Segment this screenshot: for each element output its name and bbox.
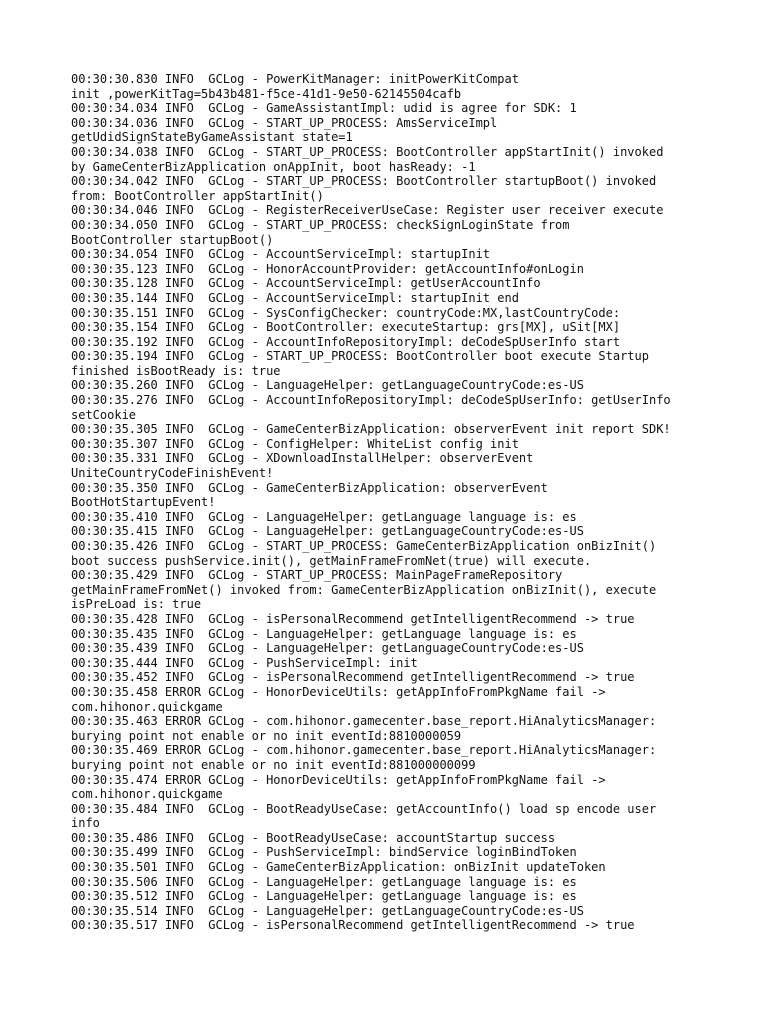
log-line: 00:30:35.415 INFO GCLog - LanguageHelper: getLanguageCountryCode:es-US xyxy=(71,524,584,539)
log-line: 00:30:35.426 INFO GCLog - START_UP_PROCESS: GameCenterBizApplication onBizInit() xyxy=(71,539,657,553)
log-line: 00:30:34.038 INFO GCLog - START_UP_PROCESS: BootController appStartInit() invoked xyxy=(71,144,664,159)
log-line: 00:30:35.276 INFO GCLog - AccountInfoRepositoryImpl: deCodeSpUserInfo: getUserInfo xyxy=(71,393,671,408)
log-line: 00:30:35.484 INFO GCLog - BootReadyUseCase: getAccountInfo() load sp encode user xyxy=(71,801,657,816)
log-line: burying point not enable or no init eventId:8810000059 xyxy=(71,728,462,743)
log-line: com.hihonor.quickgame xyxy=(71,699,223,714)
log-line: init ,powerKitTag=5b43b481-f5ce-41d1-9e50-62145504cafb xyxy=(71,86,462,101)
log-line: 00:30:35.458 ERROR GCLog - HonorDeviceUtils: getAppInfoFromPkgName fail -> xyxy=(71,684,606,699)
log-line: 00:30:35.463 ERROR GCLog - com.hihonor.gamecenter.base_report.HiAnalyticsManager: xyxy=(71,714,657,729)
log-line: 00:30:35.474 ERROR GCLog - HonorDeviceUtils: getAppInfoFromPkgName fail -> xyxy=(71,772,606,787)
log-line: 00:30:35.305 INFO GCLog - GameCenterBizApplication: observerEvent init report SDK! xyxy=(71,422,671,437)
log-line: 00:30:35.514 INFO GCLog - LanguageHelper: getLanguageCountryCode:es-US xyxy=(71,903,584,918)
log-line: 00:30:35.501 INFO GCLog - GameCenterBizApplication: onBizInit updateToken xyxy=(71,860,606,875)
log-line: 00:30:35.452 INFO GCLog - isPersonalRecommend getIntelligentRecommend -> true xyxy=(71,670,635,685)
log-line: setCookie xyxy=(71,407,137,422)
log-line: 00:30:35.444 INFO GCLog - PushServiceImpl: init xyxy=(71,655,418,670)
log-line: by GameCenterBizApplication onAppInit, boot hasReady: -1 xyxy=(71,159,476,174)
log-line: finished isBootReady is: true xyxy=(71,363,281,378)
log-line: 00:30:35.439 INFO GCLog - LanguageHelper: getLanguageCountryCode:es-US xyxy=(71,641,584,656)
log-line: 00:30:35.486 INFO GCLog - BootReadyUseCase: accountStartup success xyxy=(71,830,556,845)
log-line: UniteCountryCodeFinishEvent! xyxy=(71,466,274,481)
log-line: 00:30:35.517 INFO GCLog - isPersonalRecommend getIntelligentRecommend -> true xyxy=(71,918,635,933)
log-line: 00:30:35.410 INFO GCLog - LanguageHelper: getLanguage language is: es xyxy=(71,509,577,524)
log-line: 00:30:35.429 INFO GCLog - START_UP_PROCESS: MainPageFrameRepository xyxy=(71,568,563,583)
log-line: com.hihonor.quickgame xyxy=(71,787,223,802)
log-line: info xyxy=(71,816,100,831)
log-line: 00:30:35.435 INFO GCLog - LanguageHelper: getLanguage language is: es xyxy=(71,626,577,641)
log-line: 00:30:35.512 INFO GCLog - LanguageHelper: getLanguage language is: es xyxy=(71,889,577,904)
log-line: 00:30:34.046 INFO GCLog - RegisterReceiverUseCase: Register user receiver execute xyxy=(71,203,664,218)
log-line: 00:30:35.499 INFO GCLog - PushServiceImpl: bindService loginBindToken xyxy=(71,845,577,860)
log-line: 00:30:30.830 INFO GCLog - PowerKitManager: initPowerKitCompat xyxy=(71,72,519,86)
log-line: 00:30:35.428 INFO GCLog - isPersonalRecommend getIntelligentRecommend -> true xyxy=(71,611,635,626)
log-line: 00:30:35.506 INFO GCLog - LanguageHelper: getLanguage language is: es xyxy=(71,874,577,889)
log-line: isPreLoad is: true xyxy=(71,597,202,612)
log-line: getUdidSignStateByGameAssistant state=1 xyxy=(71,130,353,145)
log-line: 00:30:35.144 INFO GCLog - AccountServiceImpl: startupInit end xyxy=(71,290,519,305)
log-line: 00:30:35.194 INFO GCLog - START_UP_PROCESS: BootController boot execute Startup xyxy=(71,349,649,364)
log-line: BootController startupBoot() xyxy=(71,232,274,247)
log-line: 00:30:35.123 INFO GCLog - HonorAccountProvider: getAccountInfo#onLogin xyxy=(71,261,584,276)
log-line: 00:30:34.054 INFO GCLog - AccountServiceImpl: startupInit xyxy=(71,247,491,262)
log-line: from: BootController appStartInit() xyxy=(71,188,324,203)
log-line: getMainFrameFromNet() invoked from: GameCenterBizApplication onBizInit(), execute xyxy=(71,582,657,597)
log-document xyxy=(71,72,711,933)
log-line: 00:30:35.154 INFO GCLog - BootController: executeStartup: grs[MX], uSit[MX] xyxy=(71,320,621,335)
log-line: 00:30:35.128 INFO GCLog - AccountServiceImpl: getUserAccountInfo xyxy=(71,276,541,291)
log-line: 00:30:34.050 INFO GCLog - START_UP_PROCESS: checkSignLoginState from xyxy=(71,217,570,232)
log-line: 00:30:35.350 INFO GCLog - GameCenterBizApplication: observerEvent xyxy=(71,480,548,495)
log-line: 00:30:35.469 ERROR GCLog - com.hihonor.gamecenter.base_report.HiAnalyticsManager: xyxy=(71,743,657,758)
log-line: 00:30:35.192 INFO GCLog - AccountInfoRepositoryImpl: deCodeSpUserInfo start xyxy=(71,334,621,349)
log-line: 00:30:35.331 INFO GCLog - XDownloadInstallHelper: observerEvent xyxy=(71,451,534,466)
log-line: BootHotStartupEvent! xyxy=(71,495,216,510)
log-line: 00:30:34.036 INFO GCLog - START_UP_PROCESS: AmsServiceImpl xyxy=(71,115,498,130)
log-line: 00:30:34.042 INFO GCLog - START_UP_PROCESS: BootController startupBoot() invoked xyxy=(71,174,657,189)
log-line: 00:30:35.307 INFO GCLog - ConfigHelper: WhiteList config init xyxy=(71,436,519,451)
log-line: boot success pushService.init(), getMainFrameFromNet(true) will execute. xyxy=(71,553,592,568)
log-line: burying point not enable or no init eventId:881000000099 xyxy=(71,757,476,772)
log-line: 00:30:34.034 INFO GCLog - GameAssistantImpl: udid is agree for SDK: 1 xyxy=(71,101,577,116)
log-line: 00:30:35.151 INFO GCLog - SysConfigChecker: countryCode:MX,lastCountryCode: xyxy=(71,305,621,320)
log-line: 00:30:35.260 INFO GCLog - LanguageHelper: getLanguageCountryCode:es-US xyxy=(71,378,584,393)
